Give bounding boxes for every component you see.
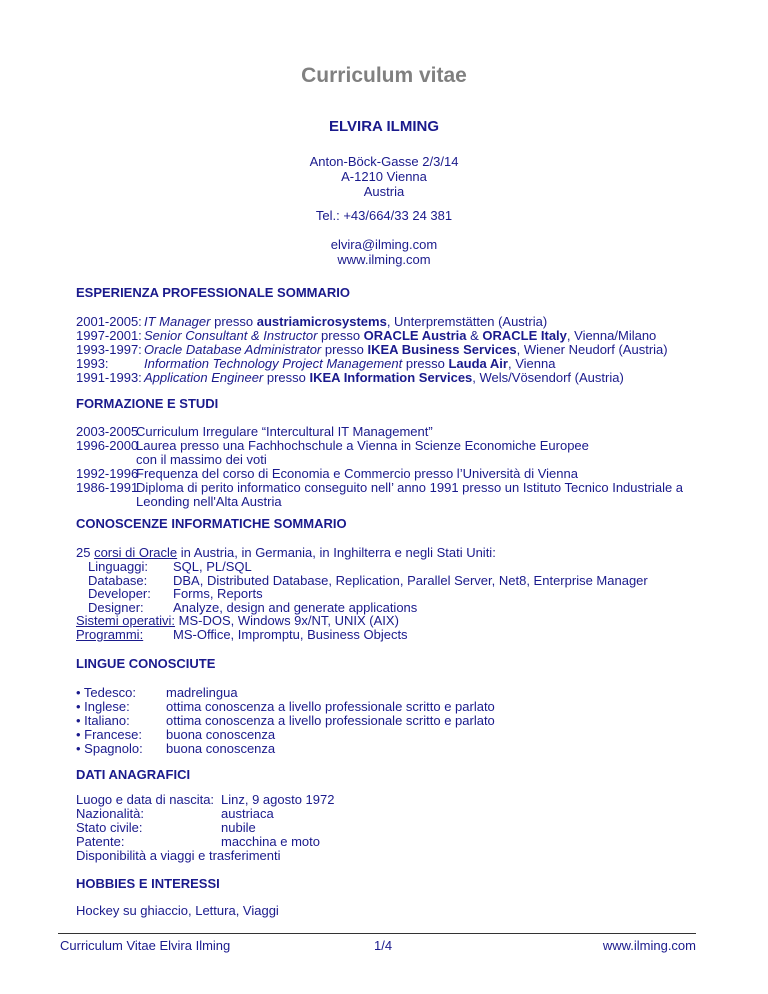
- language-level: buona conoscenza: [166, 727, 276, 742]
- experience-period: 1993-1997:: [76, 342, 142, 357]
- systems-value: MS-DOS, Windows 9x/NT, UNIX (AIX): [178, 613, 399, 628]
- footer-left: Curriculum Vitae Elvira Ilming: [60, 938, 231, 953]
- birth-row: [76, 792, 334, 807]
- oracle-skill-value: DBA, Distributed Database, Replication, Parallel Server, Net8, Enterprise Manager: [173, 572, 648, 588]
- education-text: Diploma di perito informatico conseguito nell’ anno 1991 presso un Istituto Tecnico Industriale a: [136, 480, 684, 495]
- oracle-skill-label: Designer:: [88, 599, 144, 615]
- experience-role: IT Manager: [144, 314, 211, 329]
- page-number: 1/4: [374, 938, 393, 953]
- programs-value: MS-Office, Impromptu, Business Objects: [173, 627, 408, 642]
- section-heading-languages: LINGUE CONOSCIUTE: [76, 656, 216, 671]
- education-text-continued: Leonding nell'Alta Austria: [136, 494, 282, 509]
- language-item: [76, 741, 275, 756]
- experience-text: presso: [402, 356, 449, 371]
- language-name: • Spagnolo:: [76, 741, 143, 756]
- address-line: Austria: [363, 184, 405, 199]
- hobbies-text: Hockey su ghiaccio, Lettura, Viaggi: [76, 903, 279, 918]
- education-item: [76, 480, 683, 495]
- experience-text: , Vienna/Milano: [566, 328, 657, 343]
- civil-status-row: [76, 820, 256, 835]
- license-row: [76, 834, 320, 849]
- systems-label: Sistemi operativi:: [76, 613, 175, 628]
- education-item: [76, 466, 578, 481]
- email-link[interactable]: elvira@ilming.com: [330, 237, 438, 252]
- address-line: A-1210 Vienna: [341, 169, 427, 184]
- birth-label: Luogo e data di nascita:: [76, 792, 215, 807]
- experience-item: [76, 328, 656, 343]
- language-item: [76, 685, 238, 700]
- experience-company: austriamicrosystems: [256, 314, 387, 329]
- experience-text: , Wiener Neudorf (Austria): [516, 342, 668, 357]
- experience-period: 1991-1993:: [76, 370, 142, 385]
- footer-website[interactable]: www.ilming.com: [602, 938, 696, 953]
- license-label: Patente:: [76, 834, 125, 849]
- experience-company: IKEA Information Services: [309, 370, 473, 385]
- oracle-skill-value: SQL, PL/SQL: [173, 559, 252, 574]
- website-link[interactable]: www.ilming.com: [337, 252, 431, 267]
- education-item: [76, 438, 589, 453]
- education-period: 1992-1996: [76, 466, 139, 481]
- experience-role: Senior Consultant & Instructor: [144, 328, 318, 343]
- license-value: macchina e moto: [221, 834, 320, 849]
- education-period: 1986-1991: [76, 480, 139, 495]
- section-heading-hobbies: HOBBIES E INTERESSI: [76, 876, 220, 891]
- language-item: [76, 699, 495, 714]
- language-item: [76, 713, 495, 728]
- nationality-label: Nazionalità:: [76, 806, 144, 821]
- address-line: Anton-Böck-Gasse 2/3/14: [309, 154, 459, 169]
- experience-item: [76, 314, 547, 329]
- education-text: Frequenza del corso di Economia e Commercio presso l’Università di Vienna: [136, 466, 578, 481]
- oracle-skill-label: Developer:: [88, 586, 151, 601]
- address-block: [0, 154, 768, 199]
- intro-text: 25: [76, 545, 95, 560]
- intro-text: in Austria, in Germania, in Inghilterra e negli Stati Uniti:: [177, 545, 496, 560]
- education-text: Curriculum Irregulare “Intercultural IT Management”: [136, 424, 433, 439]
- experience-text: &: [466, 328, 483, 343]
- experience-company: ORACLE Austria: [363, 328, 467, 343]
- civil-status-label: Stato civile:: [76, 820, 143, 835]
- section-heading-education: FORMAZIONE E STUDI: [76, 396, 219, 411]
- document-title: Curriculum vitae: [301, 64, 467, 87]
- it-skills-intro: [76, 545, 496, 560]
- experience-item: [76, 342, 668, 357]
- experience-role: Oracle Database Administrator: [144, 342, 322, 357]
- experience-text: , Wels/Vösendorf (Austria): [472, 370, 624, 385]
- experience-period: 2001-2005:: [76, 314, 142, 329]
- language-name: • Inglese:: [76, 699, 130, 714]
- experience-period: 1997-2001:: [76, 328, 142, 343]
- experience-text: presso: [263, 370, 310, 385]
- phone: Tel.: +43/664/33 24 381: [315, 208, 453, 223]
- language-level: ottima conoscenza a livello professionale scritto e parlato: [166, 699, 495, 714]
- experience-period: 1993:: [76, 356, 109, 371]
- programs-label: Programmi:: [76, 627, 144, 642]
- oracle-courses-link[interactable]: corsi di Oracle: [94, 545, 178, 560]
- oracle-skill-label: Database:: [88, 572, 148, 588]
- contact-block: [0, 237, 768, 267]
- language-name: • Italiano:: [76, 713, 130, 728]
- person-name: ELVIRA ILMING: [329, 118, 439, 135]
- language-level: buona conoscenza: [166, 741, 276, 756]
- education-item: [76, 424, 433, 439]
- oracle-skill-value: Analyze, design and generate applications: [173, 599, 418, 615]
- oracle-skill-label: Linguaggi:: [88, 559, 148, 574]
- experience-item: [76, 370, 624, 385]
- experience-company: IKEA Business Services: [367, 342, 517, 357]
- section-heading-it-skills: CONOSCENZE INFORMATICHE SOMMARIO: [76, 516, 347, 531]
- education-period: 1996-2000: [76, 438, 139, 453]
- experience-company: Lauda Air: [448, 356, 508, 371]
- section-heading-experience: ESPERIENZA PROFESSIONALE SOMMARIO: [76, 285, 350, 300]
- systems-row: [76, 613, 399, 628]
- programs-row: [76, 627, 408, 642]
- footer-divider: [58, 933, 696, 934]
- experience-role: Information Technology Project Management: [144, 356, 403, 371]
- nationality-row: [76, 806, 274, 821]
- experience-item: [76, 356, 555, 371]
- civil-status-value: nubile: [221, 820, 256, 835]
- birth-value: Linz, 9 agosto 1972: [221, 792, 335, 807]
- oracle-skill-value: Forms, Reports: [173, 586, 263, 601]
- travel-row: Disponibilità a viaggi e trasferimenti: [76, 848, 281, 863]
- nationality-value: austriaca: [221, 806, 274, 821]
- language-level: madrelingua: [166, 685, 238, 700]
- education-text: Laurea presso una Fachhochschule a Vienna in Scienze Economiche Europee: [136, 438, 589, 453]
- education-text-continued: con il massimo dei voti: [136, 452, 267, 467]
- language-level: ottima conoscenza a livello professionale scritto e parlato: [166, 713, 495, 728]
- experience-company: ORACLE Italy: [482, 328, 567, 343]
- experience-text: presso: [321, 342, 368, 357]
- language-item: [76, 727, 275, 742]
- language-name: • Tedesco:: [76, 685, 136, 700]
- experience-role: Application Engineer: [144, 370, 264, 385]
- education-period: 2003-2005: [76, 424, 139, 439]
- section-heading-personal: DATI ANAGRAFICI: [76, 767, 191, 782]
- experience-text: presso: [210, 314, 257, 329]
- experience-text: presso: [317, 328, 364, 343]
- experience-text: , Vienna: [507, 356, 556, 371]
- language-name: • Francese:: [76, 727, 142, 742]
- experience-text: , Unterpremstätten (Austria): [386, 314, 548, 329]
